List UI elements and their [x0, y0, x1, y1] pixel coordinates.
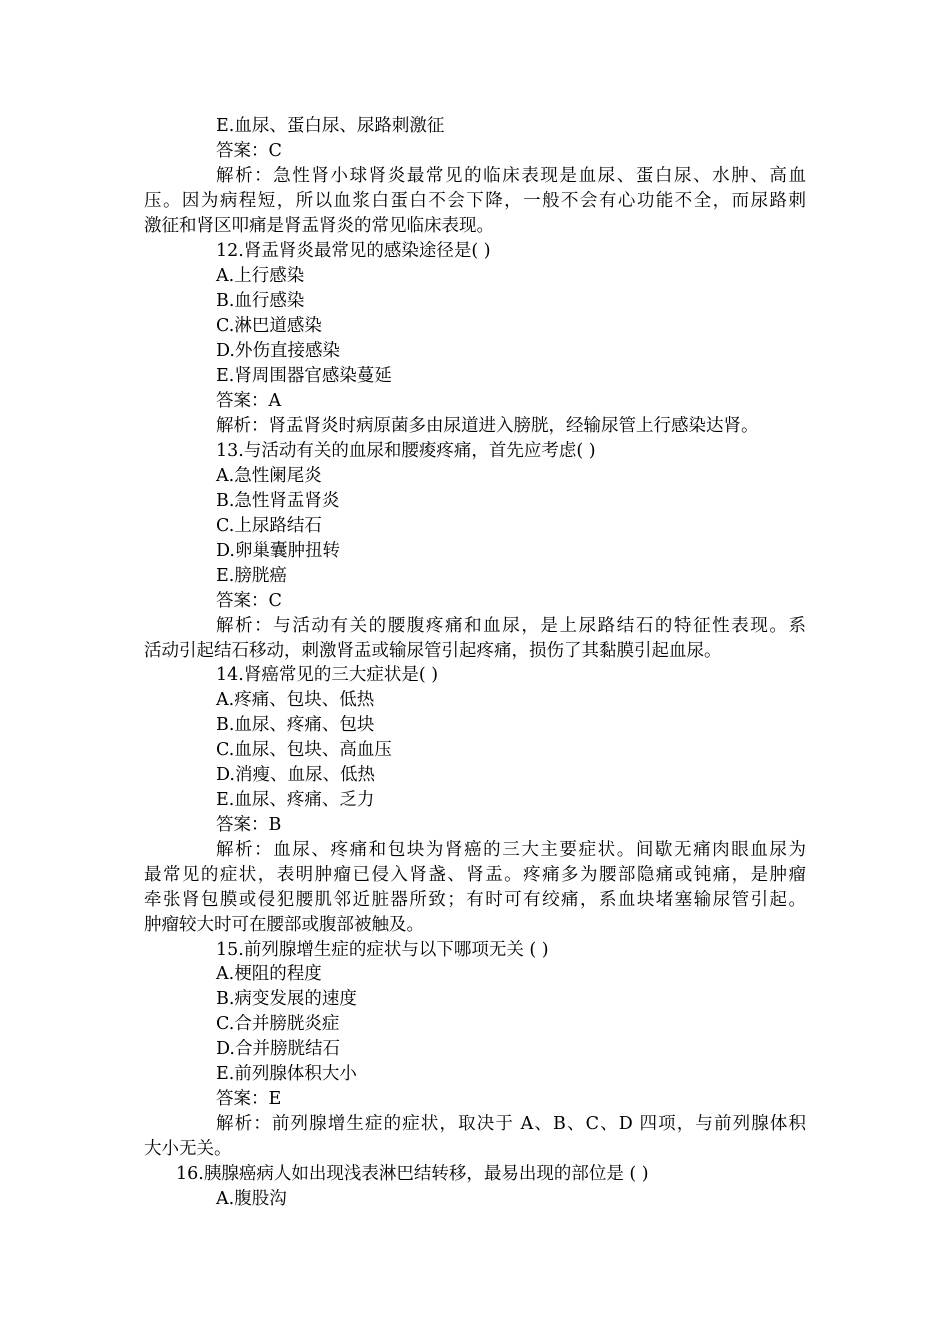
- q16-option-a: A.腹股沟: [216, 1189, 287, 1209]
- q13-answer: 答案：C: [216, 591, 282, 611]
- q14-option-a: A.疼痛、包块、低热: [216, 690, 375, 710]
- q12-analysis-line-1: 解析：肾盂肾炎时病原菌多由尿道进入膀胱，经输尿管上行感染达肾。: [216, 416, 759, 436]
- q16-stem: 16.胰腺癌病人如出现浅表淋巴结转移，最易出现的部位是 ( ): [176, 1164, 649, 1184]
- q15-answer: 答案：E: [216, 1089, 282, 1109]
- q11-answer: 答案：C: [216, 141, 282, 161]
- q13-option-e: E.膀胱癌: [216, 566, 287, 586]
- q11-analysis-line-1: 解析：急性肾小球肾炎最常见的临床表现是血尿、蛋白尿、水肿、高血: [216, 166, 806, 186]
- q12-option-b: B.血行感染: [216, 291, 305, 311]
- q12-option-e: E.肾周围器官感染蔓延: [216, 366, 392, 386]
- q13-analysis-line-1: 解析：与活动有关的腰腹疼痛和血尿，是上尿路结石的特征性表现。系: [216, 616, 806, 636]
- q12-answer: 答案：A: [216, 391, 282, 411]
- q14-answer: 答案：B: [216, 815, 282, 835]
- q13-analysis-line-2: 活动引起结石移动，刺激肾盂或输尿管引起疼痛，损伤了其黏膜引起血尿。: [144, 641, 722, 661]
- q14-option-b: B.血尿、疼痛、包块: [216, 715, 375, 735]
- q13-option-c: C.上尿路结石: [216, 516, 322, 536]
- q15-option-b: B.病变发展的速度: [216, 989, 357, 1009]
- q12-option-c: C.淋巴道感染: [216, 316, 322, 336]
- q15-stem: 15.前列腺增生症的症状与以下哪项无关 ( ): [216, 940, 549, 960]
- q12-option-a: A.上行感染: [216, 266, 305, 286]
- q14-analysis-line-2: 最常见的症状，表明肿瘤已侵入肾盏、肾盂。疼痛多为腰部隐痛或钝痛，是肿瘤: [144, 865, 806, 885]
- q14-option-c: C.血尿、包块、高血压: [216, 740, 392, 760]
- q15-analysis-line-1: 解析：前列腺增生症的症状，取决于 A、B、C、D 四项，与前列腺体积: [216, 1114, 806, 1134]
- q12-stem: 12.肾盂肾炎最常见的感染途径是( ): [216, 241, 491, 261]
- q15-option-d: D.合并膀胱结石: [216, 1039, 340, 1059]
- q14-stem: 14.肾癌常见的三大症状是( ): [216, 665, 439, 685]
- q14-analysis-line-3: 牵张肾包膜或侵犯腰肌邻近脏器所致；有时可有绞痛，系血块堵塞输尿管引起。: [144, 890, 806, 910]
- q14-analysis-line-1: 解析：血尿、疼痛和包块为肾癌的三大主要症状。间歇无痛肉眼血尿为: [216, 840, 806, 860]
- q13-option-d: D.卵巢囊肿扭转: [216, 541, 340, 561]
- q13-stem: 13.与活动有关的血尿和腰痠疼痛，首先应考虑( ): [216, 441, 596, 461]
- q15-analysis-line-2: 大小无关。: [144, 1139, 232, 1159]
- q15-option-c: C.合并膀胱炎症: [216, 1014, 340, 1034]
- q14-option-d: D.消瘦、血尿、低热: [216, 765, 375, 785]
- q11-analysis-line-2: 压。因为病程短，所以血浆白蛋白不会下降，一般不会有心功能不全，而尿路刺: [144, 191, 806, 211]
- q14-analysis-line-4: 肿瘤较大时可在腰部或腹部被触及。: [144, 915, 424, 935]
- q12-option-d: D.外伤直接感染: [216, 341, 340, 361]
- q13-option-a: A.急性阑尾炎: [216, 466, 322, 486]
- q11-option-e: E.血尿、蛋白尿、尿路刺激征: [216, 116, 445, 136]
- q14-option-e: E.血尿、疼痛、乏力: [216, 790, 375, 810]
- q11-analysis-line-3: 激征和肾区叩痛是肾盂肾炎的常见临床表现。: [144, 216, 494, 236]
- q15-option-a: A.梗阻的程度: [216, 964, 322, 984]
- q13-option-b: B.急性肾盂肾炎: [216, 491, 340, 511]
- q15-option-e: E.前列腺体积大小: [216, 1064, 357, 1084]
